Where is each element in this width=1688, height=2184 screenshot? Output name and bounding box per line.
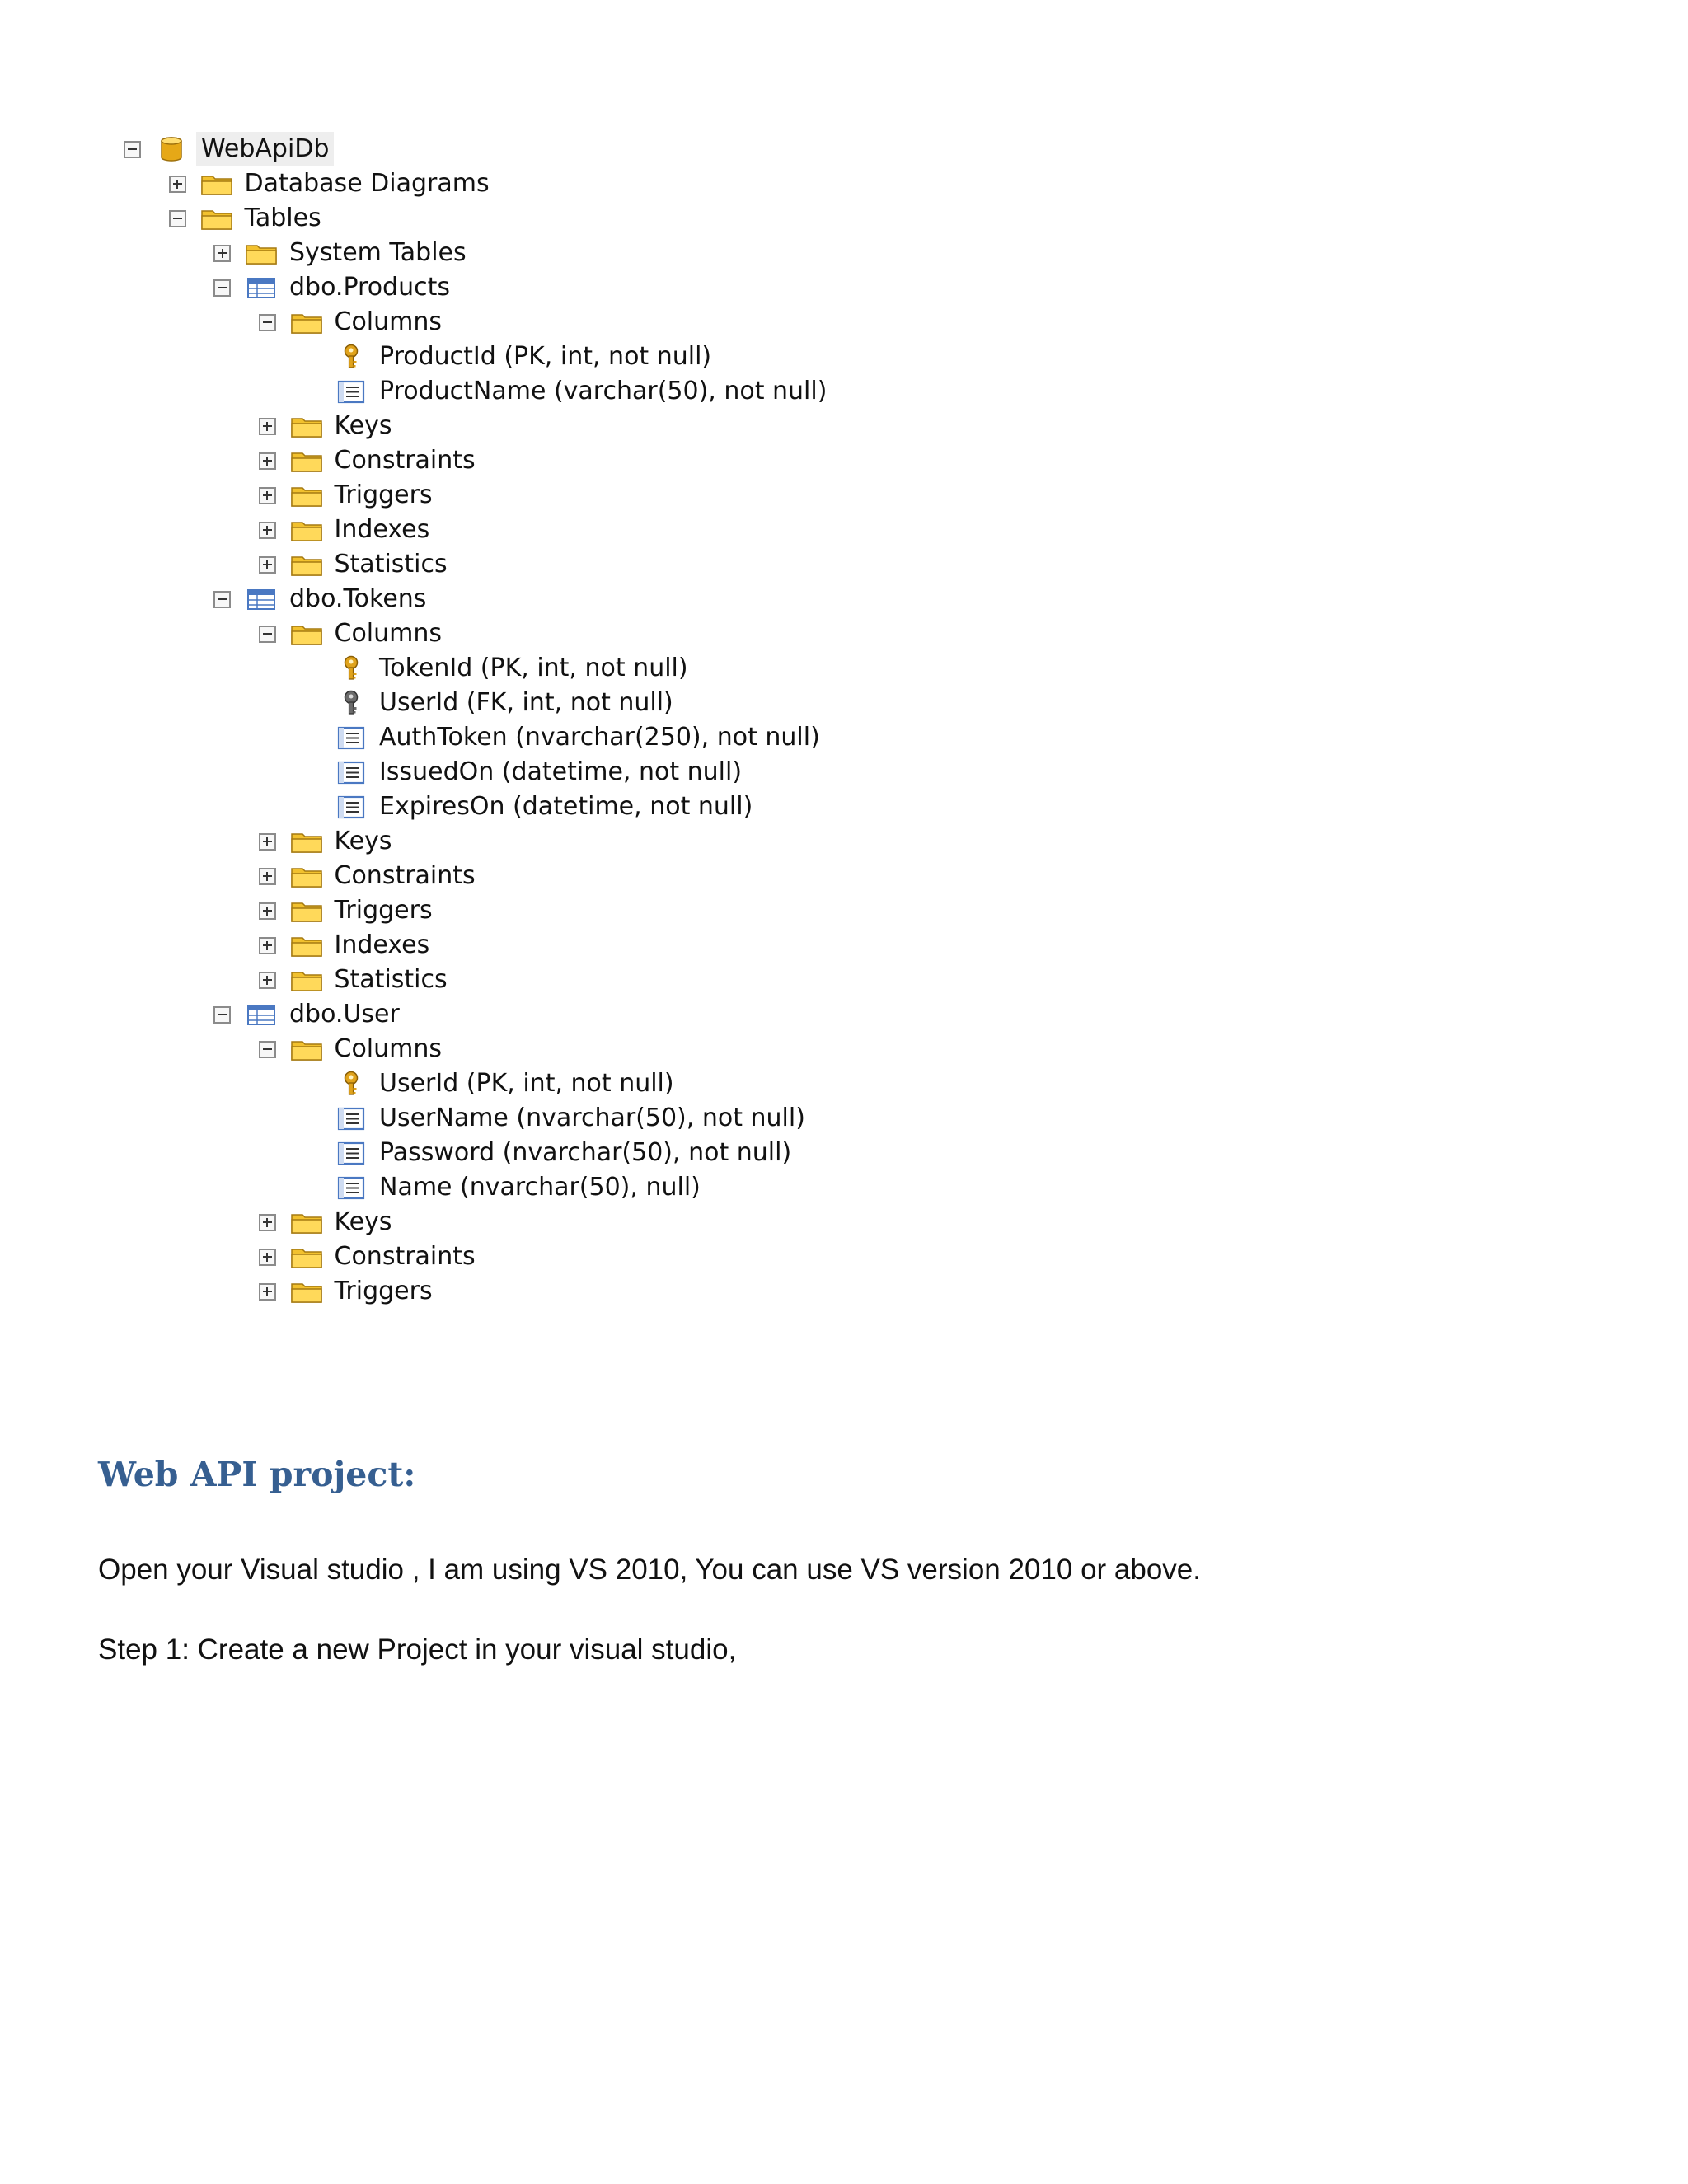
expand-toggle[interactable] [259,902,276,920]
foreign-key-icon [335,690,368,716]
folder-icon [290,517,323,543]
tree-node[interactable] [169,201,321,236]
tree-node[interactable] [259,1274,433,1309]
tree-node-label: Triggers [334,480,433,509]
collapse-toggle[interactable] [213,591,231,608]
tree-node-label: Keys [334,1207,392,1236]
column-icon [335,724,368,751]
tree-node-label: Keys [334,411,392,440]
folder-icon [290,898,323,924]
folder-icon [200,171,233,197]
tree-node-label: TokenId (PK, int, not null) [379,654,688,682]
tree-node[interactable] [303,720,820,755]
primary-key-icon [335,1071,368,1097]
tree-node-label: System Tables [289,238,467,267]
tree-node-label: Columns [334,619,443,648]
table-icon [245,586,278,612]
tree-node-label: Tables [244,204,321,232]
tree-node[interactable] [259,478,433,513]
tree-node-label: Indexes [334,930,430,959]
object-explorer-tree [124,132,865,1315]
intro-paragraph: Open your Visual studio , I am using VS 2010, You can use VS version 2010 or above. [98,1554,1201,1586]
tree-node[interactable] [259,305,443,340]
tree-node-label: UserId (PK, int, not null) [379,1069,674,1098]
column-icon [335,1140,368,1166]
expand-toggle[interactable] [259,972,276,989]
tree-node[interactable] [213,997,400,1032]
tree-node[interactable] [259,443,476,478]
collapse-toggle[interactable] [259,1041,276,1058]
expand-toggle[interactable] [259,556,276,574]
tree-node-label: Database Diagrams [244,169,490,198]
column-icon [335,1105,368,1132]
tree-node[interactable] [259,616,443,651]
table-icon [245,274,278,301]
tree-node[interactable] [259,1240,476,1274]
tree-node-label: ProductName (varchar(50), not null) [379,377,828,405]
folder-icon [290,828,323,855]
tree-node[interactable] [259,1205,392,1240]
tree-node[interactable] [259,409,392,443]
tree-node[interactable] [303,651,688,686]
collapse-toggle[interactable] [213,279,231,297]
tree-node[interactable] [303,790,753,824]
tree-node-label: Indexes [334,515,430,544]
tree-node-label: UserId (FK, int, not null) [379,688,673,717]
expand-toggle[interactable] [259,522,276,539]
tree-node[interactable] [303,374,827,409]
expand-toggle[interactable] [259,487,276,504]
expand-toggle[interactable] [259,937,276,954]
tree-node-label: Columns [334,1034,443,1063]
folder-icon [290,1244,323,1270]
tree-node[interactable] [124,132,334,166]
tree-node[interactable] [303,340,711,374]
folder-icon [290,1278,323,1305]
expand-toggle[interactable] [259,452,276,470]
tree-node-label: WebApiDb [196,132,334,166]
folder-icon [200,205,233,232]
tree-node-label: Keys [334,827,392,855]
tree-node-label: Password (nvarchar(50), not null) [379,1138,792,1167]
primary-key-icon [335,344,368,370]
tree-node[interactable] [303,1101,805,1136]
section-heading: Web API project: [98,1455,416,1494]
collapse-toggle[interactable] [169,210,186,227]
expand-toggle[interactable] [259,418,276,435]
expand-toggle[interactable] [259,1249,276,1266]
expand-toggle[interactable] [213,245,231,262]
folder-icon [290,309,323,335]
tree-node[interactable] [259,513,430,547]
tree-node-label: Columns [334,307,443,336]
tree-node[interactable] [213,270,450,305]
folder-icon [290,967,323,993]
expand-toggle[interactable] [259,1214,276,1231]
tree-node[interactable] [169,166,490,201]
expand-toggle[interactable] [259,868,276,885]
tree-node[interactable] [303,1170,701,1205]
collapse-toggle[interactable] [259,626,276,643]
tree-node[interactable] [259,547,448,582]
folder-icon [290,448,323,474]
tree-node-label: dbo.User [289,1000,400,1029]
step-1-paragraph: Step 1: Create a new Project in your visual studio, [98,1633,737,1666]
collapse-toggle[interactable] [213,1006,231,1024]
expand-toggle[interactable] [169,176,186,193]
tree-node-label: dbo.Products [289,273,450,302]
tree-node-label: dbo.Tokens [289,584,427,613]
column-icon [335,794,368,820]
tree-node[interactable] [213,582,426,616]
tree-node-label: Statistics [334,965,448,994]
tree-node-label: ProductId (PK, int, not null) [379,342,712,371]
tree-node[interactable] [303,755,742,790]
tree-node-label: Constraints [334,1242,476,1271]
tree-node[interactable] [303,1066,674,1101]
folder-icon [290,1036,323,1062]
tree-node[interactable] [259,963,448,997]
folder-icon [290,551,323,578]
collapse-toggle[interactable] [259,314,276,331]
tree-node-label: Triggers [334,896,433,925]
tree-node-label: IssuedOn (datetime, not null) [379,757,743,786]
folder-icon [290,482,323,509]
table-icon [245,1001,278,1028]
folder-icon [290,413,323,439]
folder-icon [245,240,278,266]
tree-node-label: Statistics [334,550,448,579]
tree-node[interactable] [259,824,392,859]
tree-node[interactable] [213,236,467,270]
primary-key-icon [335,655,368,682]
tree-node-label: Constraints [334,446,476,475]
collapse-toggle[interactable] [124,141,141,158]
tree-node-label: Name (nvarchar(50), null) [379,1173,701,1202]
tree-node[interactable] [303,1136,791,1170]
expand-toggle[interactable] [259,833,276,851]
tree-node[interactable] [259,1032,443,1066]
database-icon [155,136,188,162]
tree-node[interactable] [259,928,430,963]
column-icon [335,1174,368,1201]
tree-node[interactable] [259,893,433,928]
tree-node-label: AuthToken (nvarchar(250), not null) [379,723,820,752]
tree-node-label: Constraints [334,861,476,890]
expand-toggle[interactable] [259,1283,276,1301]
tree-node[interactable] [303,686,673,720]
column-icon [335,759,368,785]
tree-node[interactable] [259,859,476,893]
folder-icon [290,932,323,958]
tree-node-label: Triggers [334,1277,433,1305]
folder-icon [290,863,323,889]
folder-icon [290,621,323,647]
folder-icon [290,1209,323,1235]
column-icon [335,378,368,405]
tree-node-label: ExpiresOn (datetime, not null) [379,792,753,821]
tree-node-label: UserName (nvarchar(50), not null) [379,1104,805,1132]
